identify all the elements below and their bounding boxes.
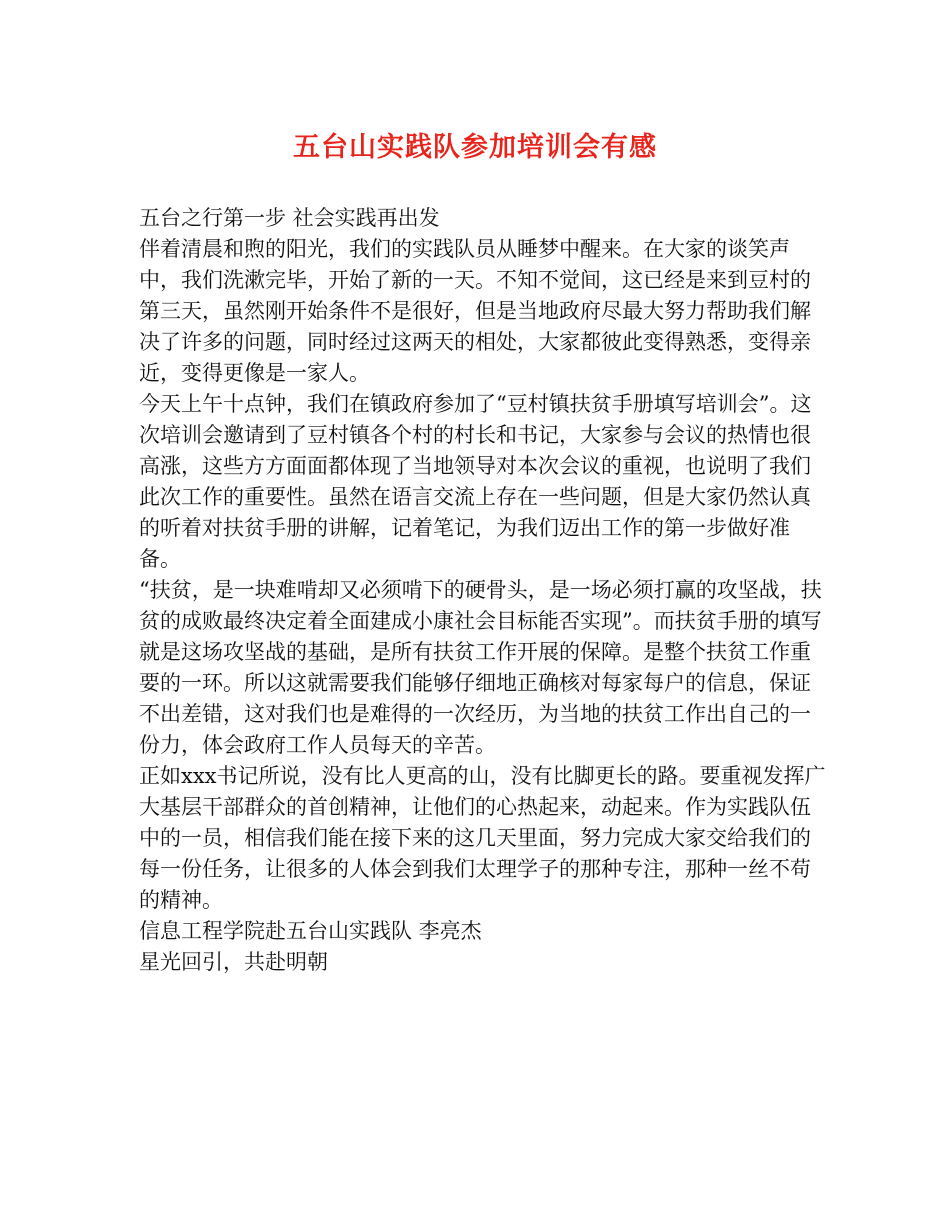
paragraph-closing: 正如xxx书记所说，没有比人更高的山，没有比脚更长的路。要重视发挥广大基层干部群众的首创精神，让他们的心热起来，动起来。作为实践队伍中的一员，相信我们能在接下来的这几天里面，努力完成大家交给我们的每一份任务，让很多的人体会到我们太理学子的那种专注，那种一丝不苟的精神。 [139,764,826,912]
document-title: 五台山实践队参加培训会有感 [293,132,657,163]
author-line: 信息工程学院赴五台山实践队 李亮杰 [139,919,482,943]
paragraph-intro: 伴着清晨和煦的阳光，我们的实践队员从睡梦中醒来。在大家的谈笑声中，我们洗漱完毕，开始了新的一天。不知不觉间，这已经是来到豆村的第三天，虽然刚开始条件不是很好，但是当地政府尽最大努力帮助我们解决了许多的问题，同时经过这两天的相处，大家都彼此变得熟悉，变得亲近，变得更像是一家人。 [139,237,811,385]
document-body [139,203,829,978]
section-heading: 五台之行第一步 社会实践再出发 [139,206,440,230]
paragraph-quote: “扶贫，是一块难啃却又必须啃下的硬骨头，是一场必须打赢的攻坚战，扶贫的成败最终决定着全面建成小康社会目标能否实现”。而扶贫手册的填写就是这场攻坚战的基础，是所有扶贫工作开展的保障。是整个扶贫工作重要的一环。所以这就需要我们能够仔细地正确核对每家每户的信息，保证不出差错，这对我们也是难得的一次经历，为当地的扶贫工作出自己的一份力，体会政府工作人员每天的辛苦。 [139,578,822,757]
paragraph-meeting: 今天上午十点钟，我们在镇政府参加了“豆村镇扶贫手册填写培训会”。这次培训会邀请到了豆村镇各个村的村长和书记，大家参与会议的热情也很高涨，这些方方面面都体现了当地领导对本次会议的重视，也说明了我们此次工作的重要性。虽然在语言交流上存在一些问题，但是大家仍然认真的听着对扶贫手册的讲解，记着笔记，为我们迈出工作的第一步做好准备。 [139,392,812,571]
next-section-heading: 星光回引，共赴明朝 [139,950,328,974]
